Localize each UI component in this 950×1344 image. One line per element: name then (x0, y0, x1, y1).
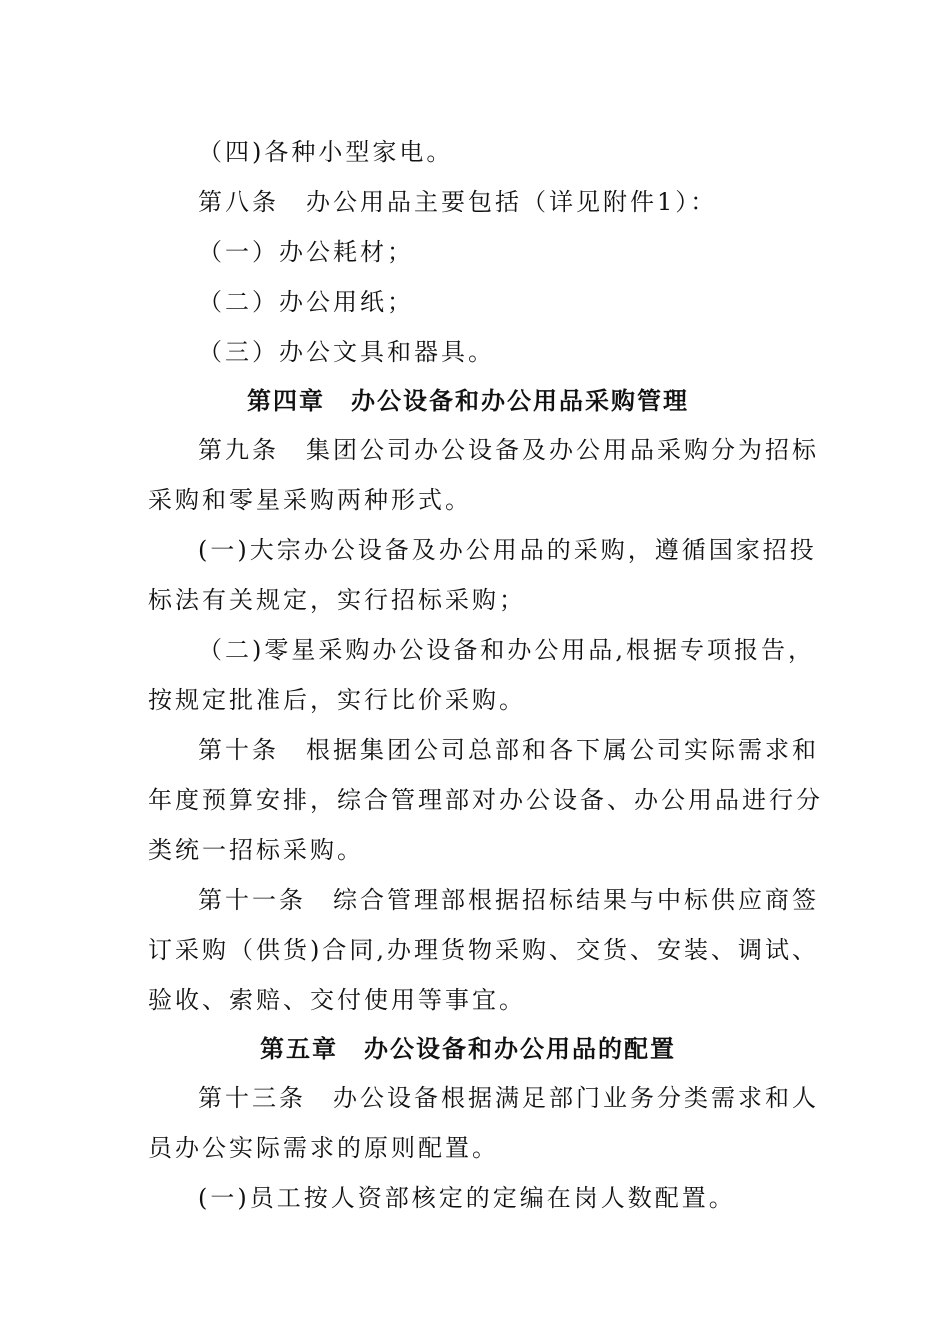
paragraph-line: 按规定批准后，实行比价采购。 (148, 686, 526, 714)
chapter-5-heading: 第五章 办公设备和办公用品的配置 (260, 1034, 676, 1063)
paragraph-line: 验收、索赔、交付使用等事宜。 (148, 986, 526, 1014)
paragraph-line: 类统一招标采购。 (148, 836, 364, 864)
paragraph-line: 标法有关规定，实行招标采购； (148, 586, 526, 614)
paragraph-line: (一)员工按人资部核定的定编在岗人数配置。 (198, 1184, 736, 1212)
paragraph-line: 采购和零星采购两种形式。 (148, 486, 472, 514)
article-8-line: 第八条 办公用品主要包括（详见附件1）： (198, 188, 718, 216)
paragraph-line: 员办公实际需求的原则配置。 (148, 1134, 499, 1162)
paragraph-line: (一)大宗办公设备及办公用品的采购，遵循国家招投 (198, 536, 817, 564)
list-item-line: （二）办公用纸； (198, 288, 414, 316)
chapter-4-heading: 第四章 办公设备和办公用品采购管理 (247, 386, 689, 415)
list-item-line: （一）办公耗材； (198, 238, 414, 266)
article-9-line: 第九条 集团公司办公设备及办公用品采购分为招标 (198, 436, 819, 464)
article-10-line: 第十条 根据集团公司总部和各下属公司实际需求和 (198, 736, 819, 764)
paragraph-line: 年度预算安排，综合管理部对办公设备、办公用品进行分 (148, 786, 823, 814)
paragraph-line: （四)各种小型家电。 (198, 138, 454, 166)
article-13-line: 第十三条 办公设备根据满足部门业务分类需求和人 (198, 1084, 819, 1112)
paragraph-line: （二)零星采购办公设备和办公用品,根据专项报告， (198, 636, 815, 664)
article-11-line: 第十一条 综合管理部根据招标结果与中标供应商签 (198, 886, 819, 914)
paragraph-line: 订采购（供货)合同,办理货物采购、交货、安装、调试、 (148, 936, 819, 964)
list-item-line: （三）办公文具和器具。 (198, 338, 495, 366)
